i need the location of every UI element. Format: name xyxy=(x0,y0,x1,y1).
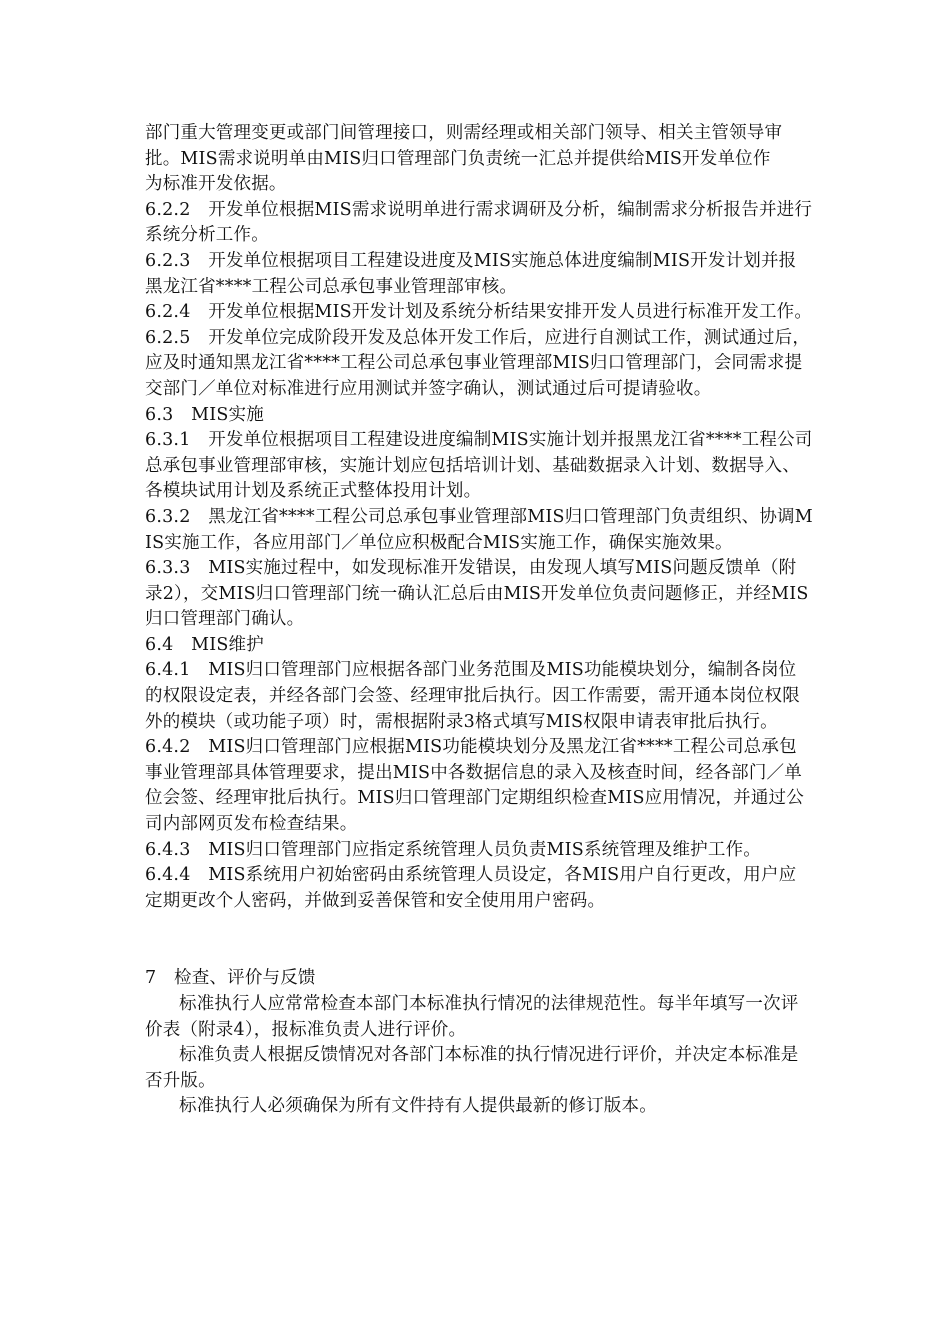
clause-6-3-1: 6.3.1 开发单位根据项目工程建设进度编制MIS实施计划并报黑龙江省****工程公司总承包事业管理部审核，实施计划应包括培训计划、基础数据录入计划、数据导入、各模块试用计划及系统正式整体投用计划。 xyxy=(145,430,813,502)
paragraph-continuation-end: 为标准开发依据。 xyxy=(145,174,287,195)
document-page xyxy=(145,121,813,1120)
paragraph-continuation: 部门重大管理变更或部门间管理接口，则需经理或相关部门领导、相关主管领导审批。MIS需求说明单由MIS归口管理部门负责统一汇总并提供给MIS开发单位作 xyxy=(145,123,783,169)
section-7-heading: 7 检查、评价与反馈 xyxy=(145,968,316,989)
clause-6-2-2: 6.2.2 开发单位根据MIS需求说明单进行需求调研及分析，编制需求分析报告并进行系统分析工作。 xyxy=(145,199,813,246)
section-7-paragraph: 标准执行人必须确保为所有文件持有人提供最新的修订版本。 xyxy=(179,1096,657,1117)
clause-6-4-4: 6.4.4 MIS系统用户初始密码由系统管理人员设定，各MIS用户自行更改，用户应定期更改个人密码，并做到妥善保管和安全使用用户密码。 xyxy=(145,865,797,911)
clause-6-4-1: 6.4.1 MIS归口管理部门应根据各部门业务范围及MIS功能模块划分，编制各岗位的权限设定表，并经各部门会签、经理审批后执行。因工作需要，需开通本岗位权限外的模块（或功能子项）时，需根据附录3格式填写MIS权限申请表审批后执行。 xyxy=(145,660,800,732)
clause-6-2-4: 6.2.4 开发单位根据MIS开发计划及系统分析结果安排开发人员进行标准开发工作。 xyxy=(145,302,813,323)
section-6-4-heading: 6.4 MIS维护 xyxy=(145,634,264,655)
clause-6-3-3: 6.3.3 MIS实施过程中，如发现标准开发错误，由发现人填写MIS问题反馈单（附录2），交MIS归口管理部门统一确认汇总后由MIS开发单位负责问题修正，并经MIS归口管理部门确认。 xyxy=(145,558,809,630)
section-spacer xyxy=(145,914,813,966)
clause-6-2-5: 6.2.5 开发单位完成阶段开发及总体开发工作后，应进行自测试工作，测试通过后，应及时通知黑龙江省****工程公司总承包事业管理部MIS归口管理部门，会同需求提交部门／单位对标准进行应用测试并签字确认，测试通过后可提请验收。 xyxy=(145,327,811,399)
clause-6-4-3: 6.4.3 MIS归口管理部门应指定系统管理人员负责MIS系统管理及维护工作。 xyxy=(145,839,761,860)
section-7-paragraph: 标准负责人根据反馈情况对各部门本标准的执行情况进行评价，并决定本标准是否升版。 xyxy=(145,1045,799,1091)
clause-6-3-2: 6.3.2 黑龙江省****工程公司总承包事业管理部MIS归口管理部门负责组织、协调MIS实施工作，各应用部门／单位应积极配合MIS实施工作，确保实施效果。 xyxy=(145,506,813,553)
section-6-3-heading: 6.3 MIS实施 xyxy=(145,404,264,425)
section-7-paragraph: 标准执行人应常常检查本部门本标准执行情况的法律规范性。每半年填写一次评价表（附录4），报标准负责人进行评价。 xyxy=(145,994,799,1040)
clause-6-2-3: 6.2.3 开发单位根据项目工程建设进度及MIS实施总体进度编制MIS开发计划并报黑龙江省****工程公司总承包事业管理部审核。 xyxy=(145,250,797,297)
clause-6-4-2: 6.4.2 MIS归口管理部门应根据MIS功能模块划分及黑龙江省****工程公司总承包事业管理部具体管理要求，提出MIS中各数据信息的录入及核查时间，经各部门／单位会签、经理审批后执行。MIS归口管理部门定期组织检查MIS应用情况，并通过公司内部网页发布检查结果。 xyxy=(145,737,804,835)
